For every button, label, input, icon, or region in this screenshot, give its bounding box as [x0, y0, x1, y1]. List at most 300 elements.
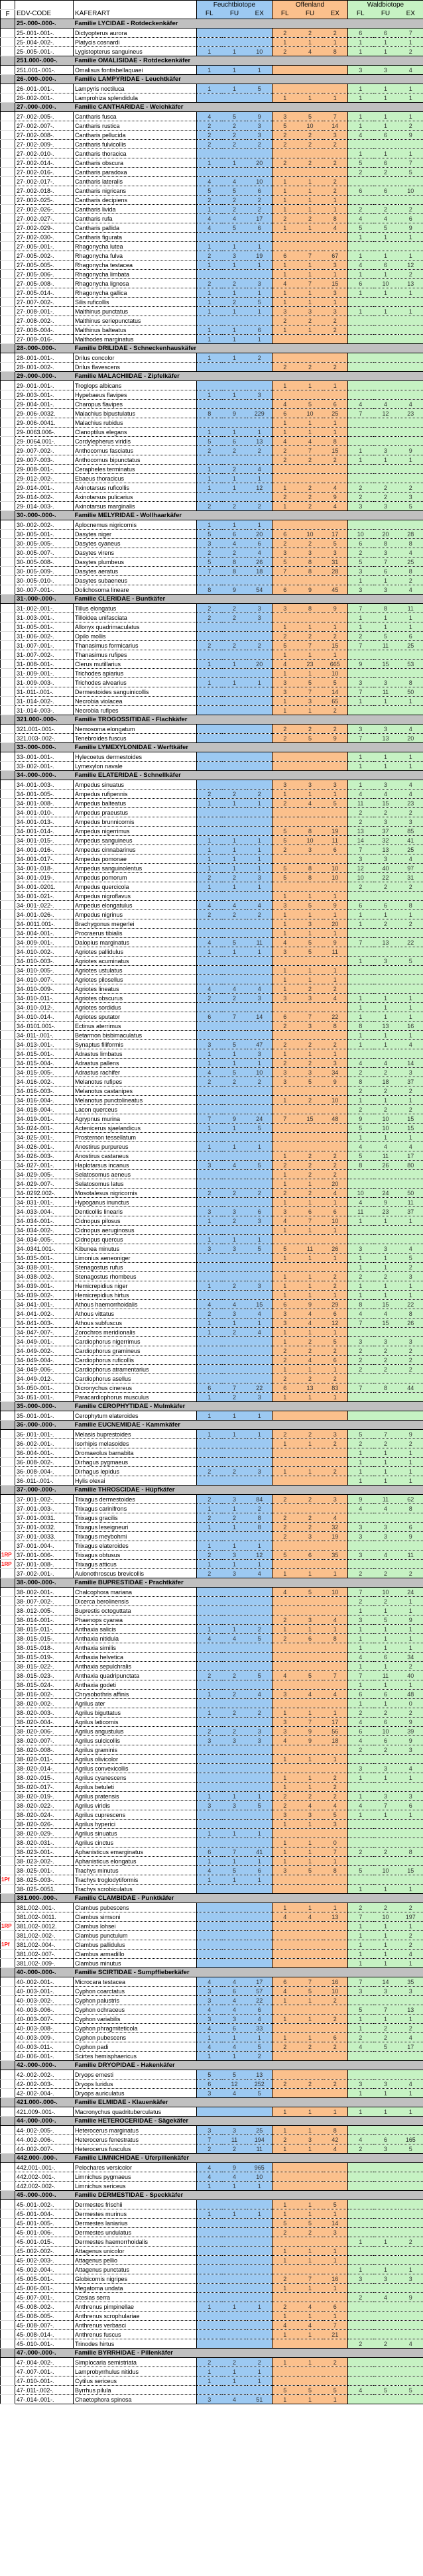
species-flag-cell — [1, 687, 15, 697]
value-cell — [323, 149, 348, 158]
value-cell — [222, 1950, 247, 1959]
value-cell — [222, 808, 247, 817]
value-cell: 1 — [272, 1281, 298, 1291]
species-flag-cell — [1, 1773, 15, 1783]
value-cell: 29 — [323, 1300, 348, 1309]
species-row — [1, 112, 423, 121]
species-flag-cell — [1, 2005, 15, 2015]
species-flag-cell — [1, 1207, 15, 1216]
species-row — [1, 2265, 423, 2274]
value-cell: 1 — [298, 1272, 323, 1281]
value-cell — [222, 780, 247, 790]
value-cell — [272, 1504, 298, 1513]
value-cell — [348, 650, 373, 660]
value-cell: 3 — [398, 1337, 423, 1346]
species-row — [1, 864, 423, 873]
value-cell: 2 — [323, 1040, 348, 1049]
species-name-cell: Clambus simsoni — [74, 1912, 197, 1922]
family-code-cell: 27-.000-.000-. — [15, 103, 74, 112]
value-cell: 1 — [222, 520, 247, 530]
value-cell: 4 — [222, 984, 247, 994]
value-cell: 1 — [398, 1467, 423, 1476]
value-cell: 1 — [398, 1597, 423, 1606]
value-cell — [373, 1560, 398, 1569]
species-code-cell: 38-.020-.026-. — [15, 1820, 74, 1829]
col-header-fu: FU — [373, 10, 398, 19]
value-cell: 1 — [197, 520, 222, 530]
value-cell — [222, 1031, 247, 1040]
species-code-cell: 27-.002-.017-. — [15, 177, 74, 186]
value-cell: 1 — [373, 1662, 398, 1671]
species-row — [1, 641, 423, 650]
value-cell: 4 — [247, 901, 272, 910]
value-cell — [348, 2256, 373, 2265]
value-cell: 2 — [298, 1374, 323, 1383]
value-cell — [197, 1699, 222, 1708]
value-cell: 9 — [398, 1718, 423, 1727]
value-cell — [298, 1699, 323, 1708]
value-cell: 2 — [247, 502, 272, 511]
value-cell — [197, 1680, 222, 1690]
value-cell: 2 — [348, 2033, 373, 2042]
value-cell: 3 — [348, 567, 373, 576]
species-name-cell: Malthinus balteatus — [74, 325, 197, 335]
value-cell — [298, 2024, 323, 2033]
value-cell: 7 — [348, 734, 373, 743]
value-cell: 4 — [398, 1950, 423, 1959]
value-cell: 1 — [197, 660, 222, 669]
value-cell — [247, 1291, 272, 1300]
species-name-cell: Dermestes haemorrhoidalis — [74, 2237, 197, 2247]
value-cell — [197, 1458, 222, 1467]
species-row — [1, 2163, 423, 2172]
species-flag-cell — [1, 1179, 15, 1189]
value-cell — [323, 1940, 348, 1950]
value-cell — [222, 1662, 247, 1671]
species-code-cell: 38-.015-.019-. — [15, 1653, 74, 1662]
value-cell: 8 — [373, 539, 398, 548]
value-cell — [398, 1755, 423, 1764]
value-cell: 3 — [272, 1309, 298, 1318]
species-name-cell: Ampedus sinuatus — [74, 780, 197, 790]
species-code-cell: 34-.015-.004-. — [15, 1059, 74, 1068]
value-cell — [348, 975, 373, 984]
value-cell: 7 — [298, 641, 323, 650]
value-cell — [197, 418, 222, 428]
value-cell: 2 — [222, 298, 247, 307]
species-name-cell: Attagenus unicolor — [74, 2247, 197, 2256]
value-cell — [272, 2070, 298, 2079]
species-name-cell: Agrilus viridis — [74, 1801, 197, 1810]
value-cell: 3 — [398, 1272, 423, 1281]
species-row — [1, 1291, 423, 1300]
value-cell: 1 — [197, 845, 222, 854]
value-cell — [298, 1235, 323, 1244]
value-cell: 2 — [323, 1783, 348, 1792]
species-row — [1, 1857, 423, 1866]
species-flag-cell — [1, 2312, 15, 2321]
value-cell — [323, 882, 348, 892]
species-flag-cell — [1, 298, 15, 307]
value-cell — [247, 1458, 272, 1467]
value-cell: 8 — [373, 1383, 398, 1393]
value-cell: 1 — [222, 1523, 247, 1532]
value-cell: 1 — [373, 1040, 398, 1049]
value-cell: 1 — [298, 2107, 323, 2117]
value-cell — [348, 1049, 373, 1059]
species-flag-cell: 1Pf — [1, 1875, 15, 1885]
value-cell: 4 — [323, 1189, 348, 1198]
family-flag-cell — [1, 56, 15, 66]
species-flag-cell — [1, 994, 15, 1003]
value-cell: 1 — [247, 2033, 272, 2042]
value-cell: 1 — [298, 1903, 323, 1912]
value-cell — [323, 1931, 348, 1940]
value-cell: 2 — [197, 604, 222, 613]
value-cell: 15 — [373, 660, 398, 669]
value-cell — [197, 1903, 222, 1912]
value-cell: 1 — [197, 1708, 222, 1718]
value-cell — [298, 1885, 323, 1894]
value-cell — [197, 1170, 222, 1179]
value-cell: 18 — [247, 567, 272, 576]
species-row — [1, 1783, 423, 1792]
value-cell — [222, 1903, 247, 1912]
value-cell: 1 — [348, 1625, 373, 1634]
value-cell: 23 — [298, 660, 323, 669]
value-cell: 84 — [247, 1495, 272, 1504]
value-cell: 2 — [247, 1189, 272, 1198]
value-cell — [398, 465, 423, 474]
species-name-cell: Drilus flavescens — [74, 363, 197, 372]
species-row — [1, 1801, 423, 1810]
value-cell: 5 — [247, 84, 272, 93]
value-cell: 1 — [247, 288, 272, 298]
species-flag-cell — [1, 2376, 15, 2386]
value-cell: 1 — [298, 2358, 323, 2367]
species-name-cell: Cardiophorus asellus — [74, 1374, 197, 1383]
value-cell: 6 — [323, 2302, 348, 2312]
species-row — [1, 1393, 423, 1402]
value-cell — [247, 817, 272, 827]
value-cell — [323, 353, 348, 363]
species-row — [1, 650, 423, 660]
value-cell — [197, 762, 222, 771]
species-name-cell: Anthocomus bipunctatus — [74, 455, 197, 465]
value-cell: 7 — [348, 641, 373, 650]
value-cell: 7 — [348, 845, 373, 854]
value-cell: 45 — [323, 585, 348, 595]
species-flag-cell — [1, 734, 15, 743]
value-cell: 5 — [197, 186, 222, 196]
value-cell — [348, 966, 373, 975]
value-cell — [373, 650, 398, 660]
value-cell: 1 — [348, 1699, 373, 1708]
value-cell — [298, 1031, 323, 1040]
species-name-cell: Ampedus sanguinolentus — [74, 864, 197, 873]
value-cell: 1 — [298, 669, 323, 678]
table-body — [1, 19, 423, 2404]
value-cell: 4 — [323, 1513, 348, 1523]
value-cell: 1 — [222, 66, 247, 75]
value-cell: 2 — [373, 1365, 398, 1374]
species-flag-cell — [1, 1569, 15, 1578]
species-flag-cell — [1, 1254, 15, 1263]
species-code-cell: 29-.006-.0032. — [15, 409, 74, 418]
value-cell — [298, 465, 323, 474]
table-header — [1, 1, 423, 19]
value-cell: 1 — [348, 1476, 373, 1486]
value-cell: 12 — [222, 2079, 247, 2089]
species-row — [1, 1430, 423, 1439]
value-cell: 1 — [398, 1680, 423, 1690]
value-cell: 28 — [323, 567, 348, 576]
value-cell — [222, 2330, 247, 2339]
species-code-cell: 34-.049-.006-. — [15, 1365, 74, 1374]
value-cell — [247, 1922, 272, 1931]
value-cell — [323, 242, 348, 251]
species-code-cell: 25-.001-.001-. — [15, 29, 74, 38]
value-cell: 2 — [272, 1792, 298, 1801]
species-row — [1, 1690, 423, 1699]
species-row — [1, 1281, 423, 1291]
value-cell — [272, 1875, 298, 1885]
species-code-cell: 34-.025-.001-. — [15, 1133, 74, 1142]
value-cell: 2 — [298, 1495, 323, 1504]
value-cell — [272, 613, 298, 622]
value-cell — [298, 2052, 323, 2061]
value-cell — [247, 1226, 272, 1235]
species-flag-cell — [1, 2070, 15, 2079]
value-cell: 3 — [398, 493, 423, 502]
value-cell: 1 — [298, 1755, 323, 1764]
species-flag-cell — [1, 2386, 15, 2395]
value-cell — [373, 2228, 398, 2237]
species-row — [1, 177, 423, 186]
value-cell: 6 — [272, 409, 298, 418]
value-cell: 1 — [348, 1467, 373, 1476]
species-name-cell: Dromaeolus barnabita — [74, 1448, 197, 1458]
value-cell: 1 — [373, 455, 398, 465]
value-cell — [298, 2005, 323, 2015]
value-cell: 1 — [398, 613, 423, 622]
value-cell: 4 — [348, 1309, 373, 1318]
species-name-cell: Ebaeus thoracicus — [74, 474, 197, 483]
value-cell: 1 — [247, 882, 272, 892]
species-code-cell: 38-.015-.015-. — [15, 1634, 74, 1643]
value-cell: 1 — [272, 1254, 298, 1263]
value-cell — [247, 2274, 272, 2284]
value-cell: 1 — [272, 1291, 298, 1300]
value-cell: 7 — [348, 687, 373, 697]
value-cell: 2 — [323, 1151, 348, 1161]
species-code-cell: 34-.001-.008-. — [15, 799, 74, 808]
species-flag-cell — [1, 112, 15, 121]
value-cell — [197, 2330, 222, 2339]
value-cell: 1 — [398, 1922, 423, 1931]
value-cell: 1 — [348, 1810, 373, 1820]
value-cell: 5 — [298, 2219, 323, 2228]
species-flag-cell — [1, 1996, 15, 2005]
value-cell: 1 — [348, 1096, 373, 1105]
value-cell: 4 — [272, 1912, 298, 1922]
species-name-cell: Hemicrepidius hirtus — [74, 1291, 197, 1300]
value-cell: 1 — [197, 1318, 222, 1328]
species-row — [1, 1671, 423, 1680]
value-cell: 6 — [348, 1727, 373, 1736]
value-cell — [222, 576, 247, 585]
value-cell: 5 — [197, 557, 222, 567]
value-cell — [222, 149, 247, 158]
value-cell: 1 — [298, 177, 323, 186]
value-cell: 2 — [247, 446, 272, 455]
species-code-cell: 34-.041-.002-. — [15, 1309, 74, 1318]
species-row — [1, 1643, 423, 1653]
value-cell: 17 — [398, 1151, 423, 1161]
value-cell: 5 — [222, 1068, 247, 1077]
value-cell — [298, 2163, 323, 2172]
value-cell: 3 — [298, 1615, 323, 1625]
value-cell — [222, 38, 247, 47]
value-cell: 1 — [272, 966, 298, 975]
value-cell: 2 — [323, 1439, 348, 1448]
value-cell: 1 — [197, 47, 222, 56]
species-name-cell: Cantharis nigricans — [74, 186, 197, 196]
species-row — [1, 632, 423, 641]
species-flag-cell — [1, 641, 15, 650]
species-name-cell: Ampedus nigerrimus — [74, 827, 197, 836]
value-cell — [373, 2358, 398, 2367]
species-row — [1, 2172, 423, 2182]
species-code-cell: 27-.005-.006-. — [15, 270, 74, 279]
species-code-cell: 34-.051-.001-. — [15, 1393, 74, 1402]
species-name-cell: Trixagus gracilis — [74, 1513, 197, 1523]
family-flag-cell — [1, 2349, 15, 2358]
value-cell: 41 — [247, 1847, 272, 1857]
value-cell: 2 — [272, 1040, 298, 1049]
value-cell: 1 — [197, 1875, 222, 1885]
value-cell: 1 — [323, 1365, 348, 1374]
value-cell: 2 — [272, 1374, 298, 1383]
value-cell: 1 — [272, 2395, 298, 2404]
species-code-cell: 30-.005-.008-. — [15, 557, 74, 567]
value-cell: 2 — [298, 1096, 323, 1105]
value-cell: 1 — [247, 307, 272, 316]
value-cell: 1 — [272, 1170, 298, 1179]
species-row — [1, 502, 423, 511]
value-cell: 4 — [197, 2163, 222, 2172]
species-flag-cell — [1, 1068, 15, 1077]
value-cell — [298, 2237, 323, 2247]
species-row — [1, 1847, 423, 1857]
species-row — [1, 1226, 423, 1235]
species-code-cell: 34-.039-.001-. — [15, 1281, 74, 1291]
species-flag-cell — [1, 1727, 15, 1736]
value-cell: 1 — [197, 1124, 222, 1133]
group-header-row — [1, 1, 423, 10]
species-row — [1, 2126, 423, 2135]
value-cell — [197, 316, 222, 325]
value-cell — [323, 1875, 348, 1885]
value-cell — [398, 1049, 423, 1059]
value-cell: 1 — [348, 2015, 373, 2024]
species-row — [1, 2293, 423, 2302]
value-cell: 229 — [247, 409, 272, 418]
species-name-cell: Trixagus leseigneuri — [74, 1523, 197, 1532]
value-cell — [197, 687, 222, 697]
value-cell — [373, 2052, 398, 2061]
value-cell: 1 — [222, 483, 247, 493]
value-cell: 2 — [272, 29, 298, 38]
value-cell: 2 — [222, 1281, 247, 1291]
value-cell — [398, 2228, 423, 2237]
value-cell — [197, 1959, 222, 1968]
value-cell: 11 — [398, 1198, 423, 1207]
value-cell — [298, 390, 323, 400]
value-cell: 1 — [348, 2089, 373, 2098]
col-header-edv-code: EDV-CODE — [15, 10, 74, 19]
value-cell — [197, 1291, 222, 1300]
value-cell — [197, 1003, 222, 1012]
value-cell: 1 — [247, 2302, 272, 2312]
species-row — [1, 1049, 423, 1059]
species-row — [1, 1653, 423, 1662]
value-cell: 1 — [348, 910, 373, 919]
value-cell — [197, 1931, 222, 1940]
value-cell: 3 — [222, 1244, 247, 1254]
species-row — [1, 919, 423, 929]
value-cell — [373, 1226, 398, 1235]
value-cell: 1 — [272, 1272, 298, 1281]
value-cell: 1 — [222, 854, 247, 864]
value-cell: 4 — [247, 1309, 272, 1318]
species-row — [1, 734, 423, 743]
value-cell: 1 — [398, 1291, 423, 1300]
value-cell: 3 — [272, 780, 298, 790]
species-code-cell: 31-.005-.001-. — [15, 622, 74, 632]
value-cell: 1 — [298, 966, 323, 975]
species-name-cell: Anostirus castaneus — [74, 1151, 197, 1161]
family-code-cell: 442.000-.000-. — [15, 2154, 74, 2163]
species-flag-cell — [1, 1903, 15, 1912]
value-cell: 4 — [197, 901, 222, 910]
value-cell: 1 — [373, 307, 398, 316]
value-cell: 3 — [398, 817, 423, 827]
value-cell — [197, 734, 222, 743]
family-row — [1, 2154, 423, 2163]
value-cell: 2 — [222, 994, 247, 1003]
value-cell: 2 — [222, 205, 247, 214]
value-cell — [348, 1179, 373, 1189]
species-flag-cell — [1, 1838, 15, 1847]
species-row — [1, 1300, 423, 1309]
value-cell — [272, 353, 298, 363]
species-name-cell: Heterocerus fenestratus — [74, 2135, 197, 2144]
value-cell: 4 — [197, 1300, 222, 1309]
family-row — [1, 1968, 423, 1977]
value-cell: 3 — [272, 994, 298, 1003]
value-cell — [373, 1374, 398, 1383]
value-cell — [323, 854, 348, 864]
species-code-cell: 47-.010-.001-. — [15, 2376, 74, 2386]
value-cell: 1 — [348, 2265, 373, 2274]
value-cell — [247, 1718, 272, 1727]
species-name-cell: Anthaxia similis — [74, 1643, 197, 1653]
value-cell: 4 — [222, 1977, 247, 1987]
species-name-cell: Rhagonycha limbata — [74, 270, 197, 279]
value-cell: 3 — [373, 780, 398, 790]
species-row — [1, 947, 423, 957]
